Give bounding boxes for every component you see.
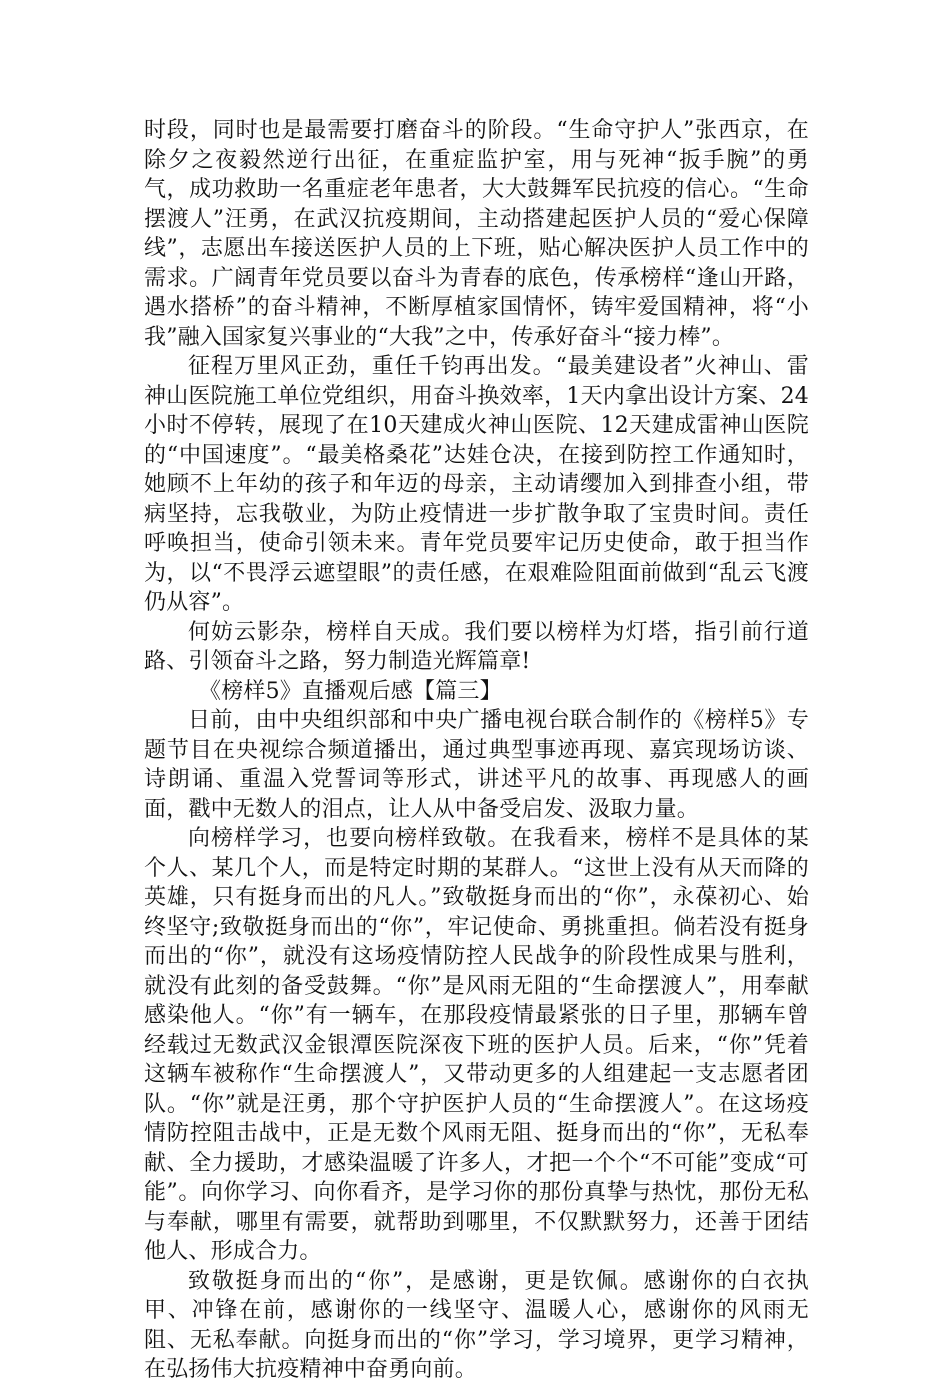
section-heading: 《榜样5》直播观后感【篇三】 (199, 678, 502, 704)
paragraph-gratitude: 致敬挺身而出的“你”，是感谢，更是钦佩。感谢你的白衣执甲、冲锋在前，感谢你的一线坚守、温暖人心，感谢你的风雨无阻、无私奉献。向挺身而出的“你”学习，学习境界，更学习精神，在弘扬伟大抗疫精神中奋勇向前。 (144, 1268, 809, 1382)
paragraph-conclusion: 何妨云影杂，榜样自天成。我们要以榜样为灯塔，指引前行道路、引领奋斗之路，努力制造光辉篇章! (144, 619, 809, 674)
document-page (144, 116, 809, 1385)
paragraph-continuation: 时段，同时也是最需要打磨奋斗的阶段。“生命守护人”张西京，在除夕之夜毅然逆行出征，在重症监护室，用与死神“扳手腕”的勇气，成功救助一名重症老年患者，大大鼓舞军民抗疫的信心。“生命摆渡人”汪勇，在武汉抗疫期间，主动搭建起医护人员的“爱心保障线”，志愿出车接送医护人员的上下班，贴心解决医护人员工作中的需求。广阔青年党员要以奋斗为青春的底色，传承榜样“逢山开路，遇水搭桥”的奋斗精神，不断厚植家国情怀，铸牢爱国精神，将“小我”融入国家复兴事业的“大我”之中，传承好奋斗“接力棒”。 (144, 118, 809, 350)
paragraph-construction: 征程万里风正劲，重任千钧再出发。“最美建设者”火神山、雷神山医院施工单位党组织，用奋斗换效率，1天内拿出设计方案、24小时不停转，展现了在10天建成火神山医院、12天建成雷神山医院的“中国速度”。“最美格桑花”达娃仓决，在接到防控工作通知时，她顾不上年幼的孩子和年迈的母亲，主动请缨加入到排查小组，带病坚持，忘我敬业，为防止疫情进一步扩散争取了宝贵时间。责任呼唤担当，使命引领未来。青年党员要牢记历史使命，敢于担当作为，以“不畏浮云遮望眼”的责任感，在艰难险阻面前做到“乱云飞渡仍从容”。 (144, 354, 809, 615)
paragraph-intro: 日前，由中央组织部和中央广播电视台联合制作的《榜样5》专题节目在央视综合频道播出，通过典型事迹再现、嘉宾现场访谈、诗朗诵、重温入党誓词等形式，讲述平凡的故事、再现感人的画面，戳中无数人的泪点，让人从中备受启发、汲取力量。 (144, 708, 809, 822)
paragraph-tribute: 向榜样学习，也要向榜样致敬。在我看来，榜样不是具体的某个人、某几个人，而是特定时期的某群人。“这世上没有从天而降的英雄，只有挺身而出的凡人。”致敬挺身而出的“你”，永葆初心、始终坚守;致敬挺身而出的“你”，牢记使命、勇挑重担。倘若没有挺身而出的“你”，就没有这场疫情防控人民战争的阶段性成果与胜利，就没有此刻的备受鼓舞。“你”是风雨无阻的“生命摆渡人”，用奉献感染他人。“你”有一辆车，在那段疫情最紧张的日子里，那辆车曾经载过无数武汉金银潭医院深夜下班的医护人员。后来，“你”凭着这辆车被称作“生命摆渡人”，又带动更多的人组建起一支志愿者团队。“你”就是汪勇，那个守护医护人员的“生命摆渡人”。在这场疫情防控阻击战中，正是无数个风雨无阻、挺身而出的“你”，无私奉献、全力援助，才感染温暖了许多人，才把一个个“不可能”变成“可能”。向你学习、向你看齐，是学习你的那份真挚与热忱，那份无私与奉献，哪里有需要，就帮助到哪里，不仅默默努力，还善于团结他人、形成合力。 (144, 826, 809, 1264)
